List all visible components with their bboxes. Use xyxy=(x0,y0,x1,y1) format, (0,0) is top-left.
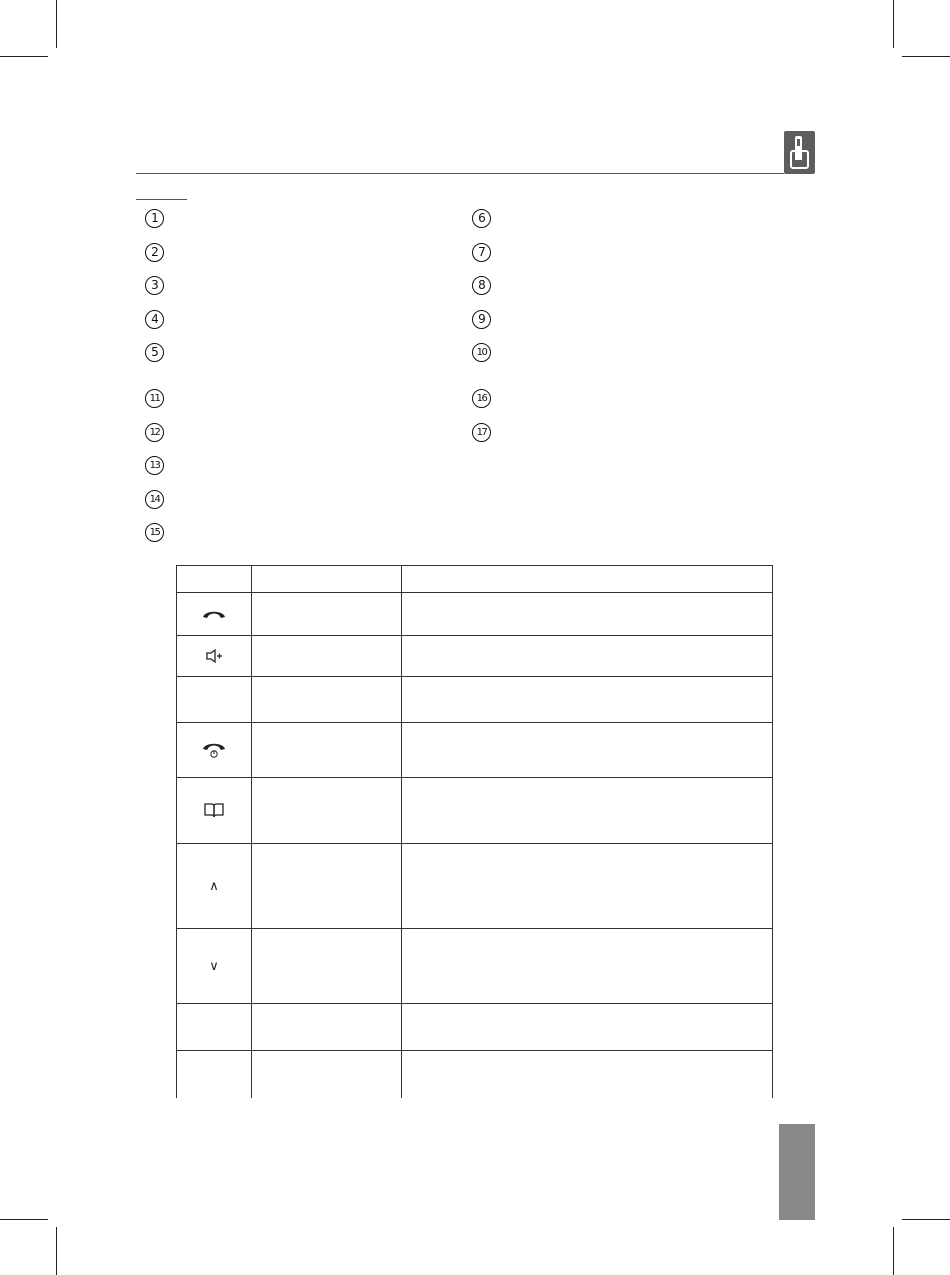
crop-mark xyxy=(56,0,57,48)
callout-4: 4 xyxy=(145,310,164,329)
crop-mark xyxy=(0,56,48,57)
table-row xyxy=(177,1004,773,1051)
key-cell xyxy=(177,1051,252,1098)
handset-icon xyxy=(790,136,809,169)
table-row xyxy=(177,929,773,1004)
function-cell xyxy=(402,723,773,778)
talk-icon xyxy=(201,608,227,620)
name-cell xyxy=(252,723,402,778)
key-cell xyxy=(177,636,252,677)
callout-3: 3 xyxy=(145,276,164,295)
table-header-row xyxy=(177,566,773,593)
callout-12: 12 xyxy=(145,423,164,442)
header-rule xyxy=(136,173,784,174)
callout-15: 15 xyxy=(145,523,164,542)
key-cell xyxy=(177,723,252,778)
name-cell xyxy=(252,636,402,677)
key-function-table xyxy=(176,565,773,1098)
header-name xyxy=(252,566,402,593)
table-row xyxy=(177,677,773,723)
end-power-icon xyxy=(201,741,227,759)
function-cell xyxy=(402,844,773,929)
function-cell xyxy=(402,929,773,1004)
callout-6: 6 xyxy=(472,209,491,228)
callout-14: 14 xyxy=(145,490,164,509)
table-row xyxy=(177,1051,773,1098)
callout-9: 9 xyxy=(472,310,491,329)
callout-2: 2 xyxy=(145,243,164,262)
table-row xyxy=(177,723,773,778)
function-cell xyxy=(402,636,773,677)
crop-mark xyxy=(902,1219,950,1220)
key-cell xyxy=(177,778,252,844)
callout-16: 16 xyxy=(472,389,491,408)
name-cell xyxy=(252,844,402,929)
header-function xyxy=(402,566,773,593)
callout-17: 17 xyxy=(472,423,491,442)
speaker-icon xyxy=(205,648,223,664)
function-cell xyxy=(402,1004,773,1051)
function-cell xyxy=(402,677,773,723)
crop-mark xyxy=(893,0,894,48)
callout-8: 8 xyxy=(472,276,491,295)
callout-11: 11 xyxy=(145,389,164,408)
crop-mark xyxy=(893,1227,894,1275)
name-cell xyxy=(252,1004,402,1051)
name-cell xyxy=(252,929,402,1004)
key-cell xyxy=(177,844,252,929)
callout-13: 13 xyxy=(145,456,164,475)
callout-7: 7 xyxy=(472,243,491,262)
section-heading-underline xyxy=(136,199,187,200)
name-cell xyxy=(252,677,402,723)
crop-mark xyxy=(0,1219,48,1220)
name-cell xyxy=(252,593,402,636)
function-cell xyxy=(402,593,773,636)
up-icon: ∧ xyxy=(209,879,219,894)
name-cell xyxy=(252,778,402,844)
header-key xyxy=(177,566,252,593)
crop-mark xyxy=(56,1227,57,1275)
handset-tab xyxy=(784,131,815,174)
key-cell xyxy=(177,1004,252,1051)
chapter-side-tab xyxy=(779,1124,815,1220)
callout-5: 5 xyxy=(145,343,164,362)
down-icon: ∨ xyxy=(209,959,219,974)
key-cell xyxy=(177,929,252,1004)
key-cell xyxy=(177,593,252,636)
table-row xyxy=(177,844,773,929)
crop-mark xyxy=(902,56,950,57)
callout-10: 10 xyxy=(472,343,491,362)
table-row xyxy=(177,636,773,677)
table-row xyxy=(177,593,773,636)
key-cell xyxy=(177,677,252,723)
function-cell xyxy=(402,778,773,844)
phonebook-icon xyxy=(204,802,224,818)
callout-1: 1 xyxy=(145,209,164,228)
name-cell xyxy=(252,1051,402,1098)
table-row xyxy=(177,778,773,844)
function-cell xyxy=(402,1051,773,1098)
